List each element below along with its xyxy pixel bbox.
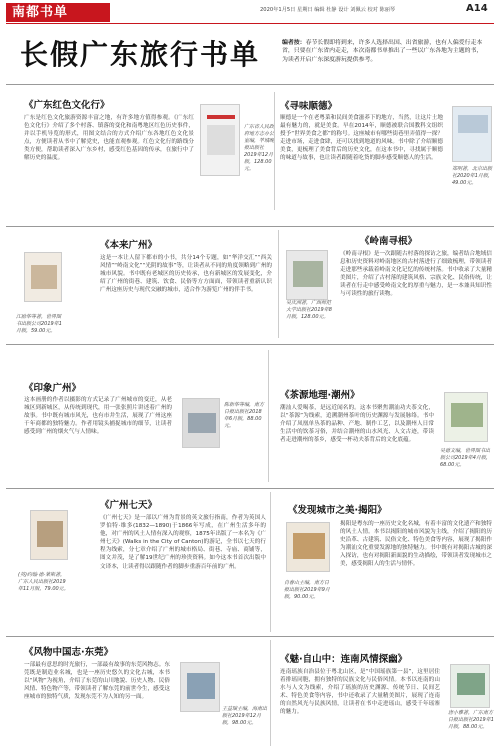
- book-cover-jieyang: [286, 522, 330, 572]
- editor-note-label: 编者按：: [282, 40, 306, 46]
- caption-shunde: 郑明著，北京出版社2020年1月版，49.00元。: [452, 166, 493, 186]
- row-divider: [6, 488, 494, 489]
- article-title-red-culture: 《广东红色文化行》: [24, 100, 110, 111]
- caption-lingnan: 吴庆洲著，广西师范大学出版社2019年8月版，128.00元。: [286, 300, 332, 320]
- book-cover-red-culture: [200, 104, 240, 176]
- dateline: 2020年1月5日 星期日 编辑 杜静 设计 刘佩云 校对 陈丽琴: [260, 7, 396, 13]
- book-cover-image: [201, 105, 240, 176]
- section-tag: 南都书单: [6, 3, 110, 22]
- column-divider: [274, 92, 275, 210]
- column-divider: [270, 640, 271, 746]
- editor-note-text: 春节长假即将到来，许多人选择出国、出省旅游，也有人偏爱行走本省，只要在广东省内走走，本次南都书单推出了一些以广东各地为主题的书，为读者开启广东深度游玩提供参考。: [282, 40, 483, 63]
- column-divider: [278, 230, 279, 338]
- article-body-liannan: 连南瑶族自治县位于粤北山区，是“中国瑶族第一县”，这里居住着排瑶同胞，拥有独特的民族文化与民俗风情。本书以连南的山水与人文为线索，介绍了瑶族的历史渊源、传统节日、民间艺术、特色美食等内容，书中还收录了大量精美图片，展现了连南的自然风光与民族风情，让读者在书中走进瑶山，感受千年瑶寨的魅力。: [280, 669, 440, 716]
- caption-jieyang: 肖春山主编，南方日报出版社2019年9月版，90.00元。: [284, 580, 330, 600]
- book-cover-image: [453, 107, 492, 162]
- book-cover-guangzhou: [24, 252, 62, 302]
- article-body-shunde: 顺德是一个在老粤菜和民间美食滋养下的地方，当然，让这片土地最有魅力的，就是美食。早在2014年，顺德被联合国教科文组织授予“世界美食之都”的称号。这座城市有哪些街巷里弄值得一探？走进市场，走进食肆，还可以找到地道的风味。书中除了介绍顺德美食，更梳理了美食背后的历史文化，在这本书中，寻找属于顺德的味道与故事，也让读者跟随着吃货的脚步感受顺德人的生活。: [280, 115, 443, 162]
- book-cover-seven-days: [30, 510, 68, 560]
- caption-impression: 陈新华等编，南方日报出版社2018年6月版，88.00元。: [224, 402, 265, 429]
- article-body-jieyang: 揭阳是粤东的一座历史文化名城，有着丰富的文化遗产和独特的风土人情。本书以揭阳的城市风貌为主线，介绍了揭阳的历史沿革、古建筑、民俗文化、特色美食等内容，展现了揭阳作为潮汕文化重要发源地的独特魅力。书中既有对揭阳古城的深入探访，也有对揭阳新面貌的生动描绘，带领读者发现城市之美，感受揭阳人的生活与情怀。: [340, 521, 492, 568]
- headline-divider: [6, 84, 494, 85]
- article-body-chaozhou: 潮汕人爱喝茶，是远近闻名的。这本书聚焦潮汕功夫茶文化，以“茶源”为线索，追溯潮州茶叶的历史渊源与发展脉络。书中介绍了凤凰单丛茶的品种、产地、制作工艺，以及潮州人日常生活中的饮茶习俗，并结合潮州的山水风光、人文古迹，带读者走进潮州的茶乡，感受一杯功夫茶背后的文化底蕴。: [280, 405, 434, 444]
- book-cover-image: [287, 523, 330, 572]
- caption-guangzhou: 江励华等著，世界图书出版公司2019年1月版，59.00元。: [16, 314, 62, 334]
- book-cover-lingnan: [286, 250, 328, 300]
- book-cover-liannan: [450, 664, 490, 708]
- article-title-chaozhou: 《茶源地理·潮州》: [280, 390, 360, 401]
- editor-note: [282, 39, 487, 64]
- caption-chaozhou: 吴德文编，世界图书出版公司2019年4月版，68.00元。: [440, 448, 491, 468]
- book-cover-impression: [182, 398, 220, 448]
- article-title-impression: 《印象广州》: [24, 383, 82, 394]
- book-cover-image: [181, 663, 220, 712]
- page-header: [0, 0, 500, 24]
- article-title-guangzhou: 《本来广州》: [100, 240, 158, 251]
- book-cover-image: [451, 665, 490, 708]
- article-body-red-culture: 广东是红色文化旅游资源丰富之地，有许多地方值得参观。《广东红色文化行》介绍了多个村落、镇落的变化和南粤地区红色历史事件，并以手机导览的形式，用图文结合的方式介绍广东各地红色文化景点，方便读者从书中了解党史，也能直观参观。红色文化行的路线分类方便，帮助读者深入广东乡村，感受红色基因的传承，在旅行中了解历史的温度。: [24, 115, 194, 162]
- row-divider: [6, 636, 494, 637]
- row-divider: [6, 226, 494, 227]
- article-body-impression: 这本画册的作者以摄影的方式记录了广州城市的变迁，从老城区到新城区，从传统到现代，用一张张照片讲述着广州的故事。书中既有城市风光，也有市井生活，展现了广州这座千年商都的独特魅力。作者用镜头捕捉城市的细节，让读者感受到广州的烟火气与人情味。: [24, 397, 172, 436]
- header-divider: [6, 23, 494, 24]
- article-title-dongguan: 《风物中国志·东莞》: [24, 647, 114, 658]
- column-divider: [268, 350, 269, 482]
- article-body-lingnan: 《岭南寻根》是一次跟随古村落的探访之旅，编者结合地域信息和历史资料对岭南地区的古村落进行了细致梳理，带领读者走进那些承载着岭南文化记忆的传统村落。书中收录了大量精美图片，介绍了古村落的建筑风格、宗族文化、民俗传统，让读者在行走中感受岭南文化的厚重与魅力，是一本兼具知识性与可读性的旅行读物。: [340, 251, 492, 298]
- caption-seven-days: (英)约翰·德·莱斯著，广东人民出版社2019年11月版，79.00元。: [18, 572, 69, 592]
- article-title-seven-days: 《广州七天》: [100, 500, 158, 511]
- article-body-seven-days: 《广州七天》是一部以广州为背景的英文旅行指南，作者为英国人罗伯特·维多(1832—1890)于1866年写成，在广州生活多年的他，对广州的风土人情有深入的观察，1875年出版了一本名为《广州七天》(Walks in the City of Canton)的游记，全书以七天的行程为线索，分七章介绍了广州的城市格局、街巷、寺庙、商铺等，图文并茂，是了解19世纪广州的珍贵资料。如今这本书首次出版中文译本，让读者得以跟随作者的脚步重游百年前的广州。: [100, 515, 266, 570]
- article-title-lingnan: 《岭南寻根》: [360, 236, 418, 247]
- article-title-liannan: 《魅·自山中：连南风情探幽》: [280, 654, 408, 665]
- caption-dongguan: 王益瑞主编，海南出版社2019年12月版，98.00元。: [222, 706, 268, 726]
- article-title-shunde: 《寻味顺德》: [280, 101, 338, 112]
- book-cover-image: [445, 393, 488, 442]
- row-divider: [6, 344, 494, 345]
- book-cover-image: [25, 253, 62, 302]
- article-body-dongguan: 一部最有意思的时光旅行，一部最有故事的东莞风物志。东莞既是制造业名城，也是一座历史悠久的文化古城，本书以“风物”为视角，介绍了东莞的山川地貌、历史人物、民俗风情、特色物产等，带领读者了解东莞的前世今生，感受这座城市的独特气质，发现东莞不为人知的另一面。: [24, 662, 170, 701]
- article-body-guangzhou: 这是一本让人留下都市的小书，共分14个专题，如“华洋交汇”“西关风情”“岭南文化”“光阴的故事”等，让读者从不同的角度领略到广州的城市风貌。书中既有老城区的历史传承，也有新城区的发展变化，介绍了广州的街巷、建筑、饮食、民俗等方方面面，带领读者重新认识广州这座历史与现代交融的城市，适合作为游览广州的伴手书。: [100, 255, 272, 294]
- caption-red-culture: 广东省人民政府地方志办公室编，羊城晚报出版社2019年12月版，128.00元。: [244, 124, 275, 172]
- book-cover-image: [183, 399, 220, 448]
- book-cover-chaozhou: [444, 392, 488, 442]
- book-cover-dongguan: [180, 662, 220, 712]
- article-title-jieyang: 《发现城市之美·揭阳》: [288, 505, 387, 516]
- book-cover-shunde: [452, 106, 492, 162]
- column-divider: [270, 492, 271, 632]
- caption-liannan: 唐小雅著，广东南方日报出版社2019年1月版，88.00元。: [448, 710, 494, 730]
- page-headline: 长假广东旅行书单: [20, 38, 261, 71]
- book-cover-image: [287, 251, 328, 300]
- page-number: A14: [466, 3, 488, 14]
- book-cover-image: [31, 511, 68, 560]
